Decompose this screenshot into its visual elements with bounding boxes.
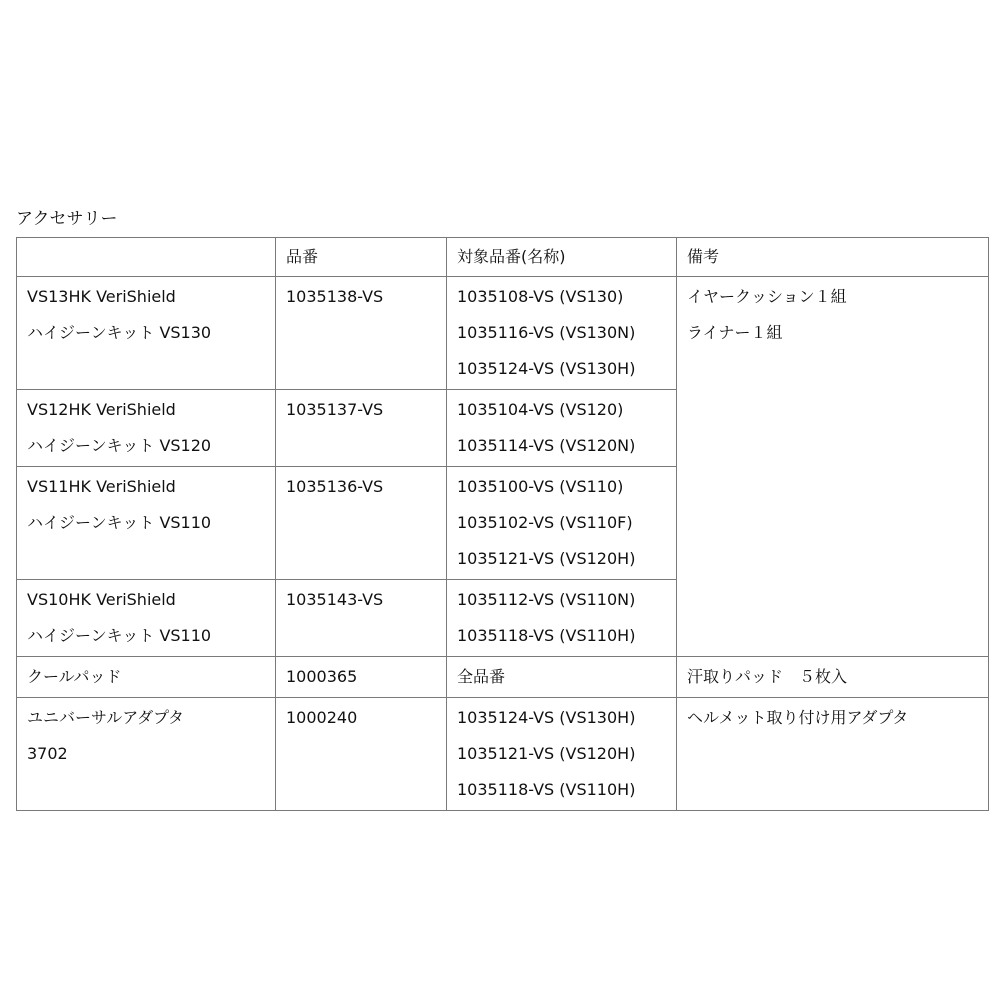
note-line: ライナー１組 [687, 323, 783, 342]
name-line: ハイジーンキット VS110 [27, 513, 212, 532]
target-item: 1035104-VS (VS120) [457, 400, 624, 419]
name-line: VS13HK VeriShield [27, 287, 176, 306]
target-item: 1035114-VS (VS120N) [457, 436, 636, 455]
target-item: 全品番 [457, 667, 506, 686]
cell-name [17, 390, 276, 467]
cell-name [17, 580, 276, 657]
target-item: 1035121-VS (VS120H) [457, 744, 636, 763]
note-line: イヤークッション１組 [687, 287, 847, 306]
table-row [17, 698, 989, 811]
target-item: 1035118-VS (VS110H) [457, 780, 636, 799]
name-line: ハイジーンキット VS130 [27, 323, 212, 342]
cell-name [17, 277, 276, 390]
cell-name [17, 698, 276, 811]
header-name [17, 238, 276, 277]
part-number: 1000365 [286, 667, 358, 686]
part-number: 1035136-VS [286, 477, 384, 496]
name-line: ハイジーンキット VS120 [27, 436, 212, 455]
header-part-number: 品番 [276, 238, 447, 277]
section-title: アクセサリー [16, 209, 118, 229]
target-item: 1035112-VS (VS110N) [457, 590, 636, 609]
part-number: 1035137-VS [286, 400, 384, 419]
cell-targets [447, 390, 677, 467]
header-notes: 備考 [677, 238, 989, 277]
cell-targets [447, 657, 677, 698]
cell-notes [677, 657, 989, 698]
cell-targets [447, 698, 677, 811]
target-item: 1035118-VS (VS110H) [457, 626, 636, 645]
cell-name [17, 467, 276, 580]
cell-name [17, 657, 276, 698]
target-item: 1035116-VS (VS130N) [457, 323, 636, 342]
cell-notes [677, 698, 989, 811]
name-line: ユニバーサルアダプタ [27, 708, 184, 727]
note-line: 汗取りパッド ５枚入 [687, 667, 848, 686]
cell-part-number [276, 657, 447, 698]
cell-part-number [276, 467, 447, 580]
table-row [17, 657, 989, 698]
table-row [17, 277, 989, 390]
cell-targets [447, 277, 677, 390]
cell-part-number [276, 580, 447, 657]
target-item: 1035108-VS (VS130) [457, 287, 624, 306]
header-target-part-numbers: 対象品番(名称) [447, 238, 677, 277]
part-number: 1035143-VS [286, 590, 384, 609]
cell-part-number [276, 390, 447, 467]
part-number: 1035138-VS [286, 287, 384, 306]
note-line: ヘルメット取り付け用アダプタ [687, 708, 909, 727]
cell-targets [447, 580, 677, 657]
part-number: 1000240 [286, 708, 358, 727]
target-item: 1035124-VS (VS130H) [457, 359, 636, 378]
target-item: 1035100-VS (VS110) [457, 477, 624, 496]
target-item: 1035124-VS (VS130H) [457, 708, 636, 727]
target-item: 1035102-VS (VS110F) [457, 513, 633, 532]
name-line: VS10HK VeriShield [27, 590, 176, 609]
name-line: 3702 [27, 744, 68, 763]
cell-part-number [276, 698, 447, 811]
table-header-row [17, 238, 989, 277]
cell-part-number [276, 277, 447, 390]
name-line: VS11HK VeriShield [27, 477, 176, 496]
cell-targets [447, 467, 677, 580]
name-line: ハイジーンキット VS110 [27, 626, 212, 645]
name-line: VS12HK VeriShield [27, 400, 176, 419]
target-item: 1035121-VS (VS120H) [457, 549, 636, 568]
accessory-table [16, 237, 989, 811]
name-line: クールパッド [27, 667, 122, 686]
cell-notes [677, 277, 989, 657]
